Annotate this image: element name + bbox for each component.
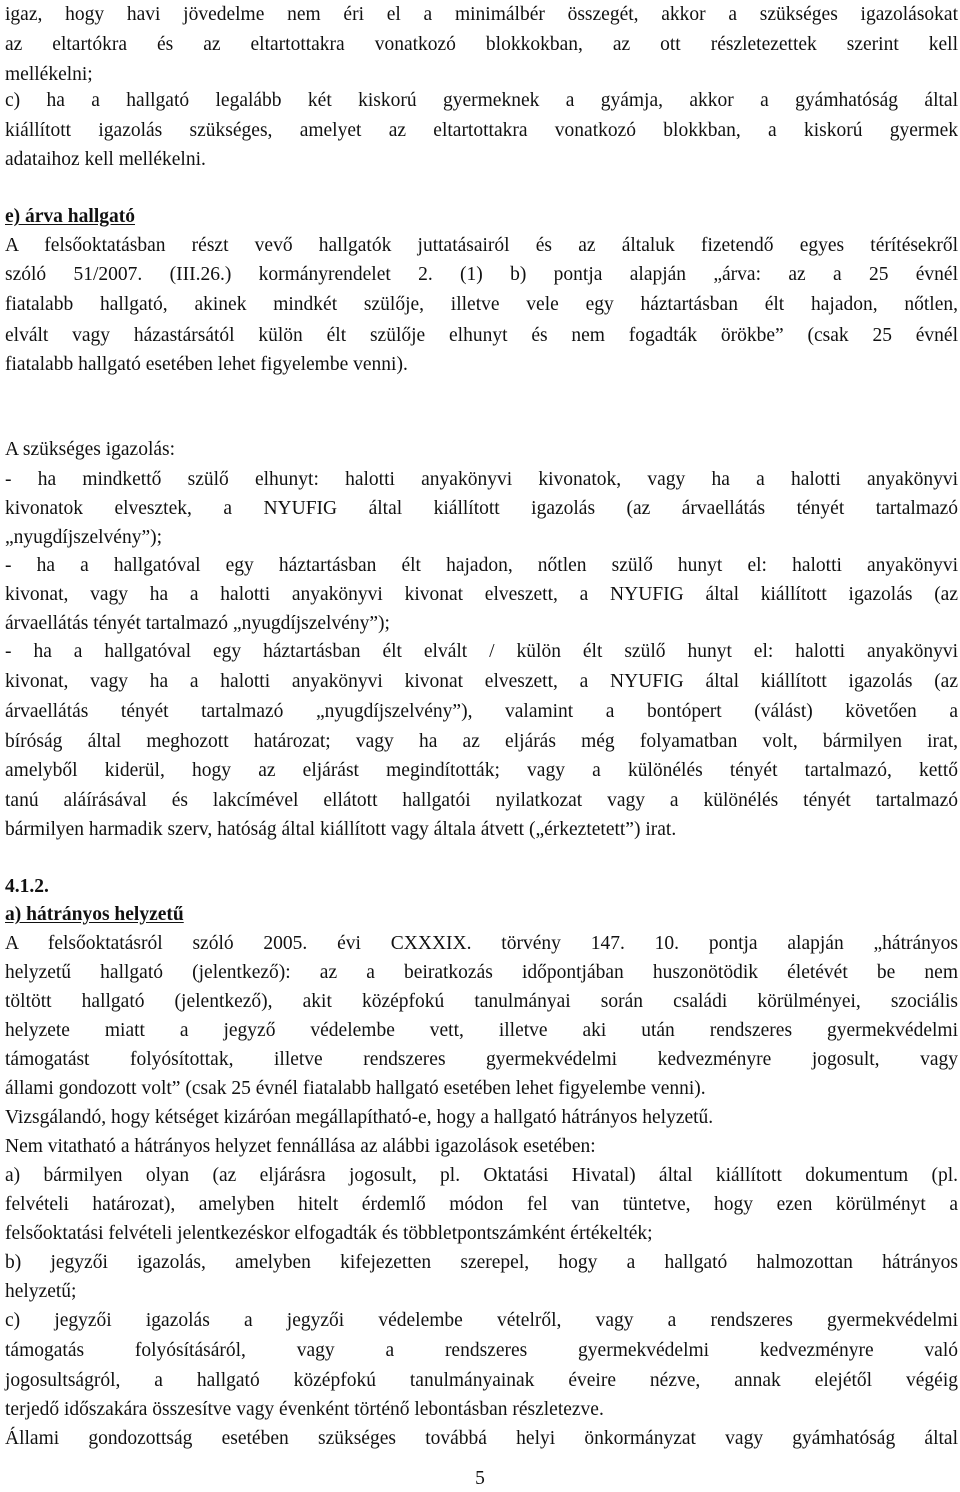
text-line: helyzetű; bbox=[5, 1281, 77, 1302]
text-line: bíróság által meghozott határozat; vagy ha az eljárás még folyamatban volt, bármilyen irat, bbox=[5, 731, 958, 752]
text-line: terjedő időszakára összesítve vagy évenként történő lebontásban részletezve. bbox=[5, 1399, 604, 1420]
text-line: szóló 51/2007. (III.26.) kormányrendelet 2. (1) b) pontja alapján „árva: az a 25 évnél bbox=[5, 264, 958, 285]
text-line: árvaellátás tényét tartalmazó „nyugdíjszelvény”); bbox=[5, 613, 390, 634]
text-line: a) bármilyen olyan (az eljárásra jogosult, pl. Oktatási Hivatal) által kiállított dokumentum (pl. bbox=[5, 1165, 958, 1186]
text-line: amelyből kiderül, hogy az eljárást megindították; vagy a különélés tényét tartalmazó, kettő bbox=[5, 760, 958, 781]
text-line: - ha a hallgatóval egy háztartásban élt hajadon, nőtlen szülő hunyt el: halotti anyakönyvi bbox=[5, 555, 958, 576]
text-line: kiállított igazolás szükséges, amelyet az eltartottakra vonatkozó blokkban, a kiskorú gyermek bbox=[5, 120, 958, 141]
text-line: jogosultságról, a hallgató középfokú tanulmányainak éveire nézve, annak elejétől végéig bbox=[5, 1370, 958, 1391]
text-line: Állami gondozottság esetében szükséges továbbá helyi önkormányzat vagy gyámhatóság által bbox=[5, 1428, 958, 1449]
text-line: - ha a hallgatóval egy háztartásban élt elvált / külön élt szülő hunyt el: halotti anyakönyvi bbox=[5, 641, 958, 662]
text-line: állami gondozott volt” (csak 25 évnél fiatalabb hallgató esetében lehet figyelembe venni). bbox=[5, 1078, 706, 1099]
text-line: helyzete miatt a jegyző védelembe vett, illetve aki után rendszeres gyermekvédelmi bbox=[5, 1020, 958, 1041]
text-line: bármilyen harmadik szerv, hatóság által kiállított vagy általa átvett („érkeztetett”) irat. bbox=[5, 819, 677, 840]
text-line: árvaellátás tényét tartalmazó „nyugdíjszelvény”), valamint a bontópert (válást) követően a bbox=[5, 701, 958, 722]
text-line: A felsőoktatásban részt vevő hallgatók juttatásairól és az általuk fizetendő egyes térítésekről bbox=[5, 235, 958, 256]
text-line: kivonat, vagy ha a halotti anyakönyvi kivonat elveszett, a NYUFIG által kiállított igazolás (az bbox=[5, 584, 958, 605]
section-heading: e) árva hallgató bbox=[5, 206, 135, 227]
text-line: mellékelni; bbox=[5, 64, 93, 85]
text-line: Vizsgálandó, hogy kétséget kizáróan megállapítható-e, hogy a hallgató hátrányos helyzetű. bbox=[5, 1107, 714, 1128]
text-line: felvételi határozat), amelyben hitelt érdemlő módon fel van tüntetve, hogy ezen körülményt a bbox=[5, 1194, 958, 1215]
section-heading: a) hátrányos helyzetű bbox=[5, 904, 184, 925]
text-line: c) ha a hallgató legalább két kiskorú gyermeknek a gyámja, akkor a gyámhatóság által bbox=[5, 90, 958, 111]
text-line: fiatalabb hallgató esetében lehet figyelembe venni). bbox=[5, 354, 408, 375]
text-line: A felsőoktatásról szóló 2005. évi CXXXIX. törvény 147. 10. pontja alapján „hátrányos bbox=[5, 933, 958, 954]
text-line: - ha mindkettő szülő elhunyt: halotti anyakönyvi kivonatok, vagy ha a halotti anyakönyvi bbox=[5, 469, 958, 490]
text-line: kivonatok elvesztek, a NYUFIG által kiállított igazolás (az árvaellátás tényét tartalmazó bbox=[5, 498, 958, 519]
text-line: helyzetű hallgató (jelentkező): az a beiratkozás időpontjában huszonötödik életévét be nem bbox=[5, 962, 958, 983]
text-line: adataihoz kell mellékelni. bbox=[5, 149, 206, 170]
text-line: tanú aláírásával és lakcímével ellátott hallgatói nyilatkozat vagy a különélés tényét tartalmazó bbox=[5, 790, 958, 811]
text-line: „nyugdíjszelvény”); bbox=[5, 527, 163, 548]
text-line: kivonat, vagy ha a halotti anyakönyvi kivonat elveszett, a NYUFIG által kiállított igazolás (az bbox=[5, 671, 958, 692]
text-line: elvált vagy házastársától külön élt szülője elhunyt és nem fogadták örökbe” (csak 25 évnél bbox=[5, 325, 958, 346]
text-line: b) jegyzői igazolás, amelyben kifejezetten szerepel, hogy a hallgató halmozottan hátrányos bbox=[5, 1252, 958, 1273]
text-line: Nem vitatható a hátrányos helyzet fennállása az alábbi igazolások esetében: bbox=[5, 1136, 596, 1157]
text-line: támogatás folyósításáról, vagy a rendszeres gyermekvédelmi kedvezményre való bbox=[5, 1340, 958, 1361]
text-line: c) jegyzői igazolás a jegyzői védelembe vételről, vagy a rendszeres gyermekvédelmi bbox=[5, 1310, 958, 1331]
text-line: igaz, hogy havi jövedelme nem éri el a minimálbér összegét, akkor a szükséges igazolásokat bbox=[5, 4, 958, 25]
text-line: töltött hallgató (jelentkező), akit középfokú tanulmányai során családi körülményei, szociális bbox=[5, 991, 958, 1012]
text-line: fiatalabb hallgató, akinek mindkét szülője, illetve vele egy háztartásban élt hajadon, nőtlen, bbox=[5, 294, 958, 315]
text-line: A szükséges igazolás: bbox=[5, 439, 176, 460]
text-line: felsőoktatási felvételi jelentkezéskor elfogadták és többletpontszámként értékelték; bbox=[5, 1223, 653, 1244]
page-number: 5 bbox=[475, 1468, 485, 1489]
text-line: az eltartókra és az eltartottakra vonatkozó blokkokban, az ott részletezettek szerint kell bbox=[5, 34, 958, 55]
text-line: támogatást folyósítottak, illetve rendszeres gyermekvédelmi kedvezményre jogosult, vagy bbox=[5, 1049, 958, 1070]
section-number: 4.1.2. bbox=[5, 876, 49, 897]
